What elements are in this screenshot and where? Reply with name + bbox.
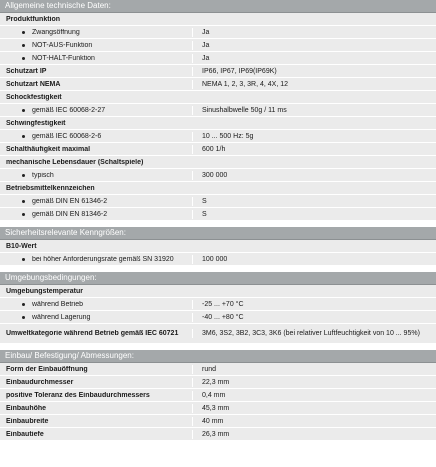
row-value: Ja [192,54,436,63]
table-row [0,39,436,52]
row-value: NEMA 1, 2, 3, 3R, 4, 4X, 12 [192,80,436,89]
row-value: Sinushalbwelle 50g / 11 ms [192,106,436,115]
table-row [0,78,436,91]
row-value: 3M6, 3S2, 3B2, 3C3, 3K6 (bei relativer Luftfeuchtigkeit von 10 ... 95%) [192,329,436,338]
bullet-icon [22,303,25,306]
bullet-icon [22,200,25,203]
section-mounting [0,350,436,441]
row-label: NOT-AUS-Funktion [32,41,93,49]
table-row [0,156,436,169]
row-value: 10 ... 500 Hz: 5g [192,132,436,141]
table-row [0,298,436,311]
row-value: 0,4 mm [192,391,436,400]
row-value: rund [192,365,436,374]
row-label: B10-Wert [6,242,37,250]
row-label: Zwangsöffnung [32,28,80,36]
row-value: 100 000 [192,255,436,264]
section-title: Einbau/ Befestigung/ Abmessungen: [0,350,436,363]
row-label: Einbauhöhe [6,404,47,412]
row-label: Einbaubreite [6,417,49,425]
table-row [0,428,436,441]
table-row [0,311,436,324]
row-label: Einbautiefe [6,430,44,438]
bullet-icon [22,44,25,47]
row-value: 45,3 mm [192,404,436,413]
bullet-icon [22,174,25,177]
row-value: IP66, IP67, IP69(IP69K) [192,67,436,76]
row-value: S [192,197,436,206]
row-label: während Lagerung [32,313,91,321]
section-title: Sicherheitsrelevante Kenngrößen: [0,227,436,240]
table-row [0,376,436,389]
row-label: Schutzart NEMA [6,80,61,88]
row-label: Umweltkategorie während Betrieb gemäß IEC 60721 [6,330,179,337]
table-row [0,13,436,26]
row-label: typisch [32,171,54,179]
table-row [0,117,436,130]
bullet-icon [22,109,25,112]
table-row [0,324,436,344]
table-row [0,253,436,266]
section-title: Allgemeine technische Daten: [0,0,436,13]
row-value: -40 ... +80 °C [192,313,436,322]
row-label: Schalthäufigkeit maximal [6,145,91,153]
row-label: Schwingfestigkeit [6,119,66,127]
section-title: Umgebungsbedingungen: [0,272,436,285]
row-value: Ja [192,41,436,50]
row-label: gemäß DIN EN 61346-2 [32,197,108,205]
row-label: NOT-HALT-Funktion [32,54,95,62]
row-value: 300 000 [192,171,436,180]
bullet-icon [22,258,25,261]
table-row [0,130,436,143]
row-label: Einbaudurchmesser [6,378,74,386]
row-value: Ja [192,28,436,37]
row-value: S [192,210,436,219]
row-value: 40 mm [192,417,436,426]
table-row [0,65,436,78]
table-row [0,389,436,402]
bullet-icon [22,57,25,60]
row-value: 26,3 mm [192,430,436,439]
table-row [0,285,436,298]
row-value: 600 1/h [192,145,436,154]
bullet-icon [22,135,25,138]
row-label: Betriebsmittelkennzeichen [6,184,95,192]
row-label: gemäß IEC 60068-2-6 [32,132,102,140]
table-row [0,91,436,104]
table-row [0,415,436,428]
row-value: 22,3 mm [192,378,436,387]
row-value: -25 ... +70 °C [192,300,436,309]
row-label: Schutzart IP [6,67,47,75]
row-label: gemäß DIN EN 81346-2 [32,210,108,218]
row-label: Umgebungstemperatur [6,287,84,295]
section-general [0,0,436,221]
bullet-icon [22,31,25,34]
row-label: gemäß IEC 60068-2-27 [32,106,106,114]
section-environment [0,272,436,344]
table-row [0,208,436,221]
row-label: mechanische Lebensdauer (Schaltspiele) [6,158,144,166]
table-row [0,169,436,182]
row-label: positive Toleranz des Einbaudurchmessers [6,391,150,399]
table-row [0,182,436,195]
table-row [0,104,436,117]
row-label: Produktfunktion [6,15,61,23]
table-row [0,363,436,376]
table-row [0,143,436,156]
table-row [0,195,436,208]
row-label: bei höher Anforderungsrate gemäß SN 31920 [32,255,174,263]
table-row [0,52,436,65]
bullet-icon [22,213,25,216]
section-safety [0,227,436,266]
table-row [0,240,436,253]
bullet-icon [22,316,25,319]
table-row [0,26,436,39]
table-row [0,402,436,415]
row-label: Form der Einbauöffnung [6,365,88,373]
row-label: während Betrieb [32,300,83,308]
row-label: Schockfestigkeit [6,93,62,101]
